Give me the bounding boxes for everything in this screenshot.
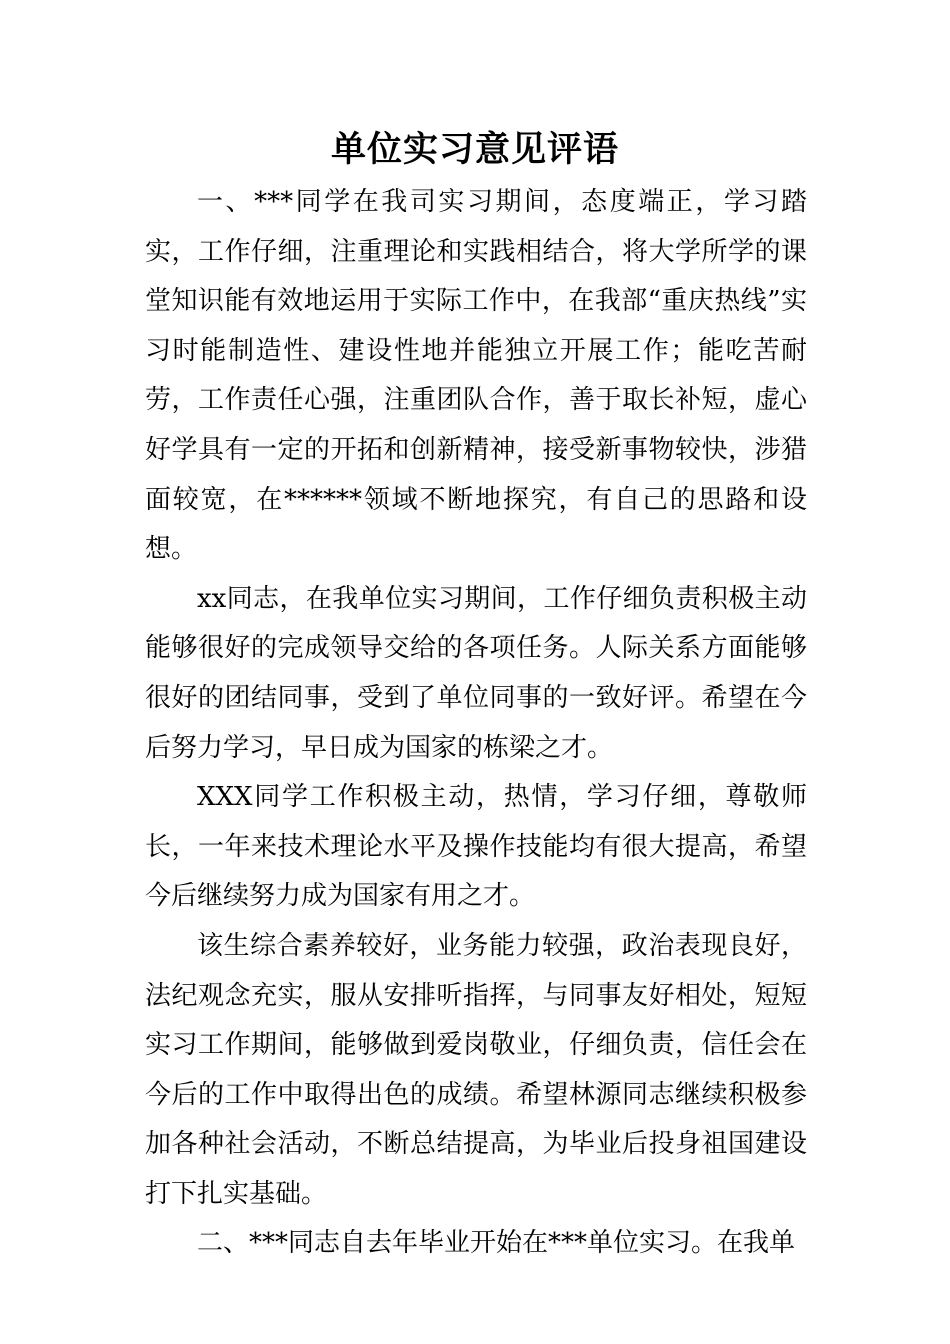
document-body [145,178,807,1269]
paragraph-2: xx同志，在我单位实习期间，工作仔细负责积极主动能够很好的完成领导交给的各项任务。人际关系方面能够很好的团结同事，受到了单位同事的一致好评。希望在今后努力学习，早日成为国家的栋梁之才。 [145,583,807,763]
document-title: 单位实习意见评语 [330,130,619,170]
paragraph-1: 一、***同学在我司实习期间，态度端正，学习踏实，工作仔细，注重理论和实践相结合，将大学所学的课堂知识能有效地运用于实际工作中，在我部“重庆热线”实习时能制造性、建设性地并能独立开展工作；能吃苦耐劳，工作责任心强，注重团队合作，善于取长补短，虚心好学具有一定的开拓和创新精神，接受新事物较快，涉猎面较宽，在******领域不断地探究，有自己的思路和设想。 [145,187,807,565]
paragraph-5: 二、***同志自去年毕业开始在***单位实习。在我单 [197,1228,796,1259]
paragraph-4: 该生综合素养较好，业务能力较强，政治表现良好，法纪观念充实，服从安排听指挥，与同事友好相处，短短实习工作期间，能够做到爱岗敬业，仔细负责，信任会在今后的工作中取得出色的成绩。希望林源同志继续积极参加各种社会活动，不断总结提高，为毕业后投身祖国建设打下扎实基础。 [145,930,807,1209]
paragraph-3: XXX同学工作积极主动，热情，学习仔细，尊敬师长，一年来技术理论水平及操作技能均有很大提高，希望今后继续努力成为国家有用之才。 [145,782,807,912]
